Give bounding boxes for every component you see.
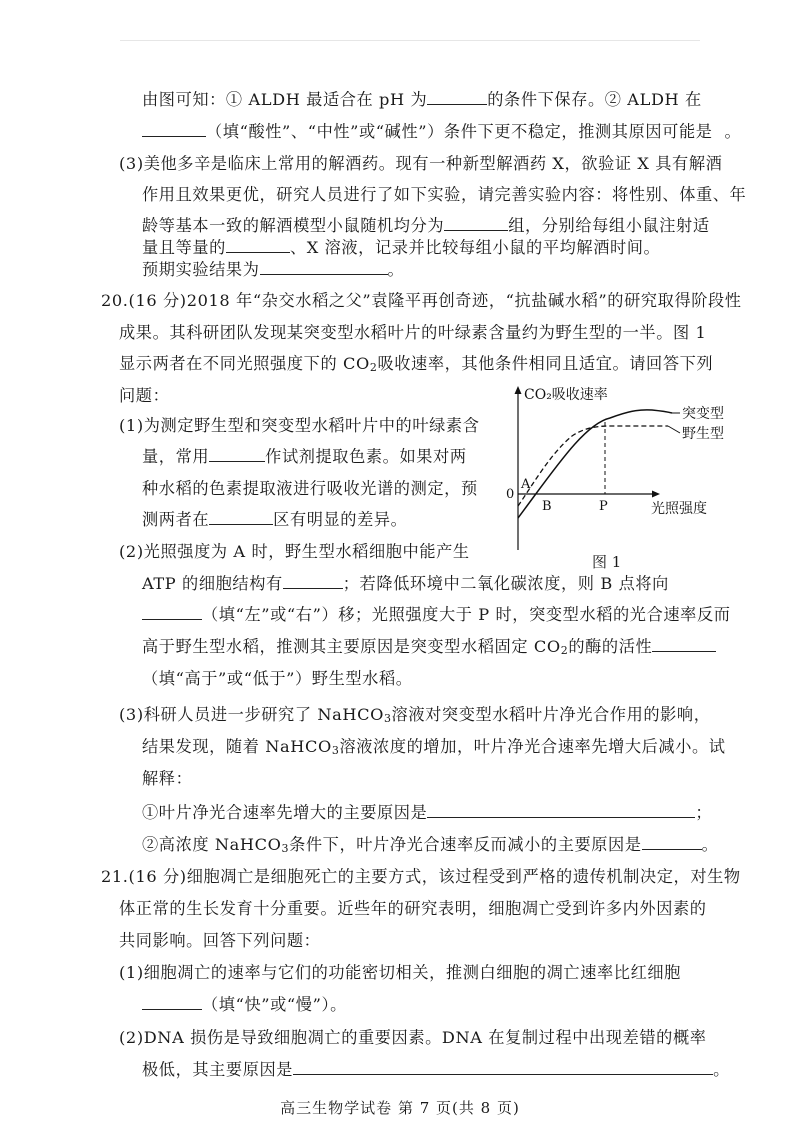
scan-edge-line bbox=[120, 40, 700, 41]
blank-atp-structure[interactable] bbox=[283, 573, 343, 589]
q20-part2-line4: 高于野生型水稻，推测其主要原因是突变型水稻固定 $CO_2$的酶的活性 bbox=[142, 636, 716, 658]
figure-1-graph bbox=[496, 382, 746, 572]
y-axis-label: CO₂吸收速率 bbox=[524, 387, 608, 403]
q19-part3-line3: 龄等基本一致的解酒模型小鼠随机均分为 组，分别给每组小鼠注射适 bbox=[142, 216, 710, 235]
blank-dna-reason[interactable] bbox=[293, 1059, 713, 1075]
blank-light-region[interactable] bbox=[209, 509, 273, 525]
q19-line1: 由图可知：① ALDH 最适合在 pH 为 的条件下保存。② ALDH 在 bbox=[142, 90, 702, 109]
q20-line2: 成果。其科研团队发现某突变型水稻叶片的叶绿素含量约为野生型的一半。图 1 bbox=[119, 323, 707, 342]
blank-group-count[interactable] bbox=[444, 215, 508, 231]
q20-part2-line5: （填“高于”或“低于”）野生型水稻。 bbox=[142, 669, 413, 688]
x-axis-arrow bbox=[652, 491, 660, 498]
x-axis-label: 光照强度 bbox=[651, 501, 707, 517]
q20-part3-line1: (3)科研人员进一步研究了 NaHCO$_3$溶液对突变型水稻叶片净光合作用的影响， bbox=[119, 705, 711, 725]
q20-part1-line1: (1)为测定野生型和突变型水稻叶片中的叶绿素含 bbox=[119, 416, 480, 435]
q21-line3: 共同影响。回答下列问题： bbox=[119, 931, 321, 950]
q20-part1-line3: 种水稻的色素提取液进行吸收光谱的测定，预 bbox=[142, 479, 478, 498]
q20-part2-line2: ATP 的细胞结构有 ；若降低环境中二氧化碳浓度，则 B 点将向 bbox=[142, 574, 669, 593]
q19-part3-line1: (3)美他多辛是临床上常用的解酒药。现有一种新型解酒药 X，欲验证 X 具有解酒 bbox=[119, 154, 723, 173]
q21-line1: 21.(16 分)细胞凋亡是细胞死亡的主要方式，该过程受到严格的遗传机制决定，对生物 bbox=[101, 867, 741, 886]
legend-wild-type: 野生型 bbox=[682, 426, 724, 442]
q19-part3-line5: 预期实验结果为 。 bbox=[142, 260, 405, 279]
point-b-label: B bbox=[542, 499, 552, 514]
q21-part2-line2: 极低，其主要原因是 。 bbox=[142, 1060, 730, 1079]
page-footer: 高三生物学试卷 第 7 页(共 8 页) bbox=[280, 1099, 520, 1117]
q20-part3-line4: ①叶片净光合速率先增大的主要原因是 ； bbox=[142, 803, 713, 822]
blank-ph[interactable] bbox=[427, 89, 487, 105]
blank-enzyme-activity[interactable] bbox=[652, 636, 716, 652]
blank-control-drug[interactable] bbox=[226, 237, 290, 253]
q21-part1-line2: （填“快”或“慢”）。 bbox=[142, 994, 347, 1016]
q20-part3-line3: 解释： bbox=[142, 769, 193, 788]
y-axis-arrow bbox=[515, 386, 522, 394]
q19-line2: （填“酸性”、“中性”或“碱性”）条件下更不稳定，推测其原因可能是 。 bbox=[142, 121, 741, 143]
q20-line3: 显示两者在不同光照强度下的 $CO_2$吸收速率，其他条件相同且适宜。请回答下列 bbox=[119, 354, 714, 374]
origin-label: 0 bbox=[506, 487, 515, 502]
q19-part3-line4: 量且等量的 、X 溶液，记录并比较每组小鼠的平均解酒时间。 bbox=[142, 238, 661, 257]
blank-reason-decrease[interactable] bbox=[642, 834, 702, 850]
q21-part2-line1: (2)DNA 损伤是导致细胞凋亡的重要因素。DNA 在复制过程中出现差错的概率 bbox=[119, 1028, 707, 1047]
blank-solvent[interactable] bbox=[209, 446, 265, 462]
q21-part1-line1: (1)细胞凋亡的速率与它们的功能密切相关，推测白细胞的凋亡速率比红细胞 bbox=[119, 963, 681, 982]
q20-line1: 20.(16 分)2018 年“杂交水稻之父”袁隆平再创奇迹，“抗盐碱水稻”的研究取得阶段性 bbox=[101, 291, 742, 310]
q20-part1-line2: 量，常用 作试剂提取色素。如果对两 bbox=[142, 447, 467, 466]
blank-acidity[interactable] bbox=[142, 121, 206, 137]
point-a-label: A bbox=[521, 477, 531, 492]
q20-part1-line4: 测两者在 区有明显的差异。 bbox=[142, 510, 408, 529]
q21-line2: 体正常的生长发育十分重要。近些年的研究表明，细胞凋亡受到许多内外因素的 bbox=[119, 899, 707, 918]
q19-part3-line2: 作用且效果更优，研究人员进行了如下实验，请完善实验内容：将性别、体重、年 bbox=[142, 185, 747, 204]
wild-leader-line bbox=[668, 426, 680, 433]
figure-caption: 图 1 bbox=[592, 553, 622, 571]
point-p-label: P bbox=[599, 499, 608, 514]
q20-line4: 问题： bbox=[119, 386, 170, 405]
q20-part2-line3: （填“左”或“右”）移；光照强度大于 P 时，突变型水稻的光合速率反而 bbox=[142, 604, 731, 626]
blank-direction[interactable] bbox=[142, 604, 202, 620]
blank-fast-slow[interactable] bbox=[142, 994, 202, 1010]
q20-part3-line5: ②高浓度 NaHCO$_3$条件下，叶片净光合速率反而减小的主要原因是 。 bbox=[142, 835, 719, 855]
blank-reason-increase[interactable] bbox=[427, 802, 695, 818]
blank-reason[interactable] bbox=[713, 122, 725, 137]
q20-part2-line1: (2)光照强度为 A 时，野生型水稻细胞中能产生 bbox=[119, 542, 470, 561]
blank-expected-result[interactable] bbox=[260, 259, 388, 275]
q20-part3-line2: 结果发现，随着 NaHCO$_3$溶液浓度的增加，叶片净光合速率先增大后减小。试 bbox=[142, 737, 726, 757]
legend-mutant: 突变型 bbox=[682, 406, 724, 422]
